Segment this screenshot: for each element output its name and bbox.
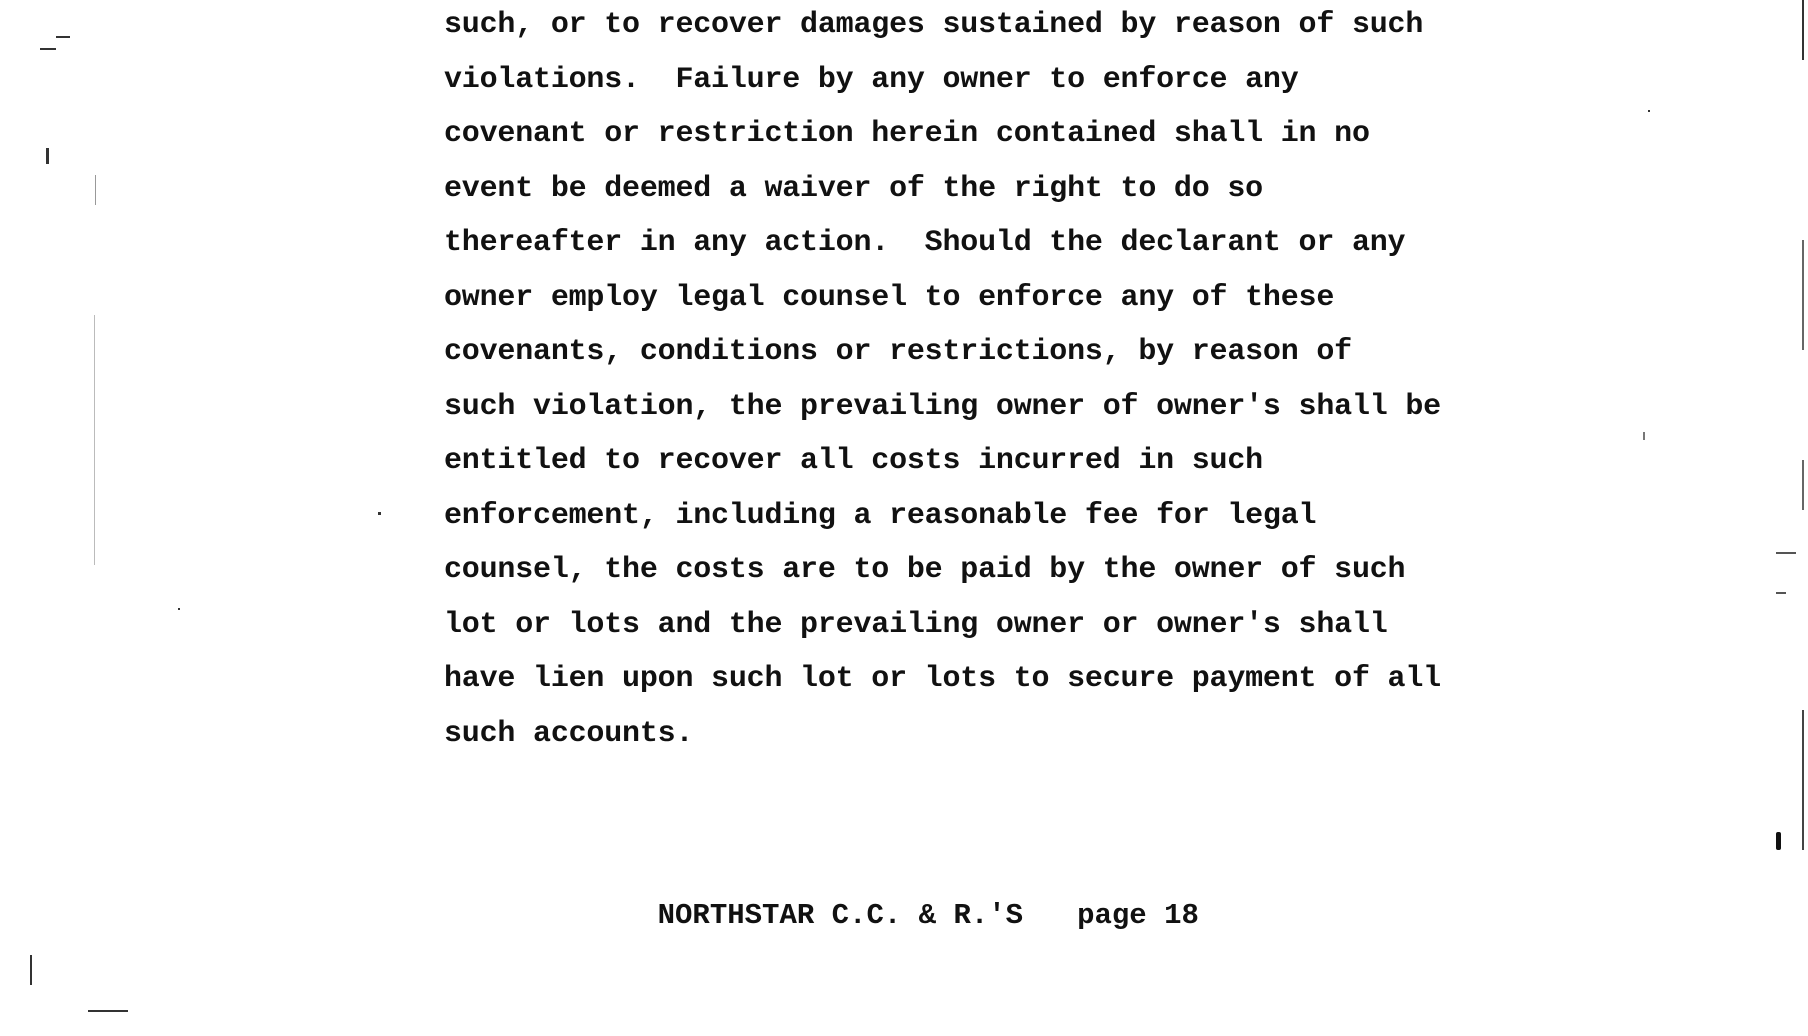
- text-line: entitled to recover all costs incurred in such: [444, 444, 1263, 478]
- scan-mark: [378, 512, 381, 515]
- text-line: have lien upon such lot or lots to secure payment of all: [444, 662, 1441, 696]
- text-line: violations. Failure by any owner to enforce any: [444, 62, 1299, 97]
- text-line: event be deemed a waiver of the right to do so: [444, 171, 1263, 206]
- scan-mark: [30, 955, 32, 985]
- text-line: lot or lots and the prevailing owner or owner's shall: [444, 607, 1388, 642]
- scan-mark: [1776, 592, 1786, 594]
- scan-mark: [1643, 432, 1645, 440]
- scan-mark: [1802, 710, 1804, 850]
- text-line: owner employ legal counsel to enforce any of these: [444, 280, 1335, 315]
- scan-mark: [178, 608, 180, 610]
- text-line: enforcement, including a reasonable fee for legal: [444, 498, 1317, 533]
- footer-title: NORTHSTAR C.C. & R.'S: [657, 899, 1024, 932]
- text-line: covenant or restriction herein contained shall in no: [444, 117, 1370, 151]
- text-line: such, or to recover damages sustained by reason of such: [444, 8, 1424, 42]
- scan-mark: [88, 1010, 128, 1012]
- document-body: [444, 0, 1544, 761]
- page-footer: [588, 866, 1199, 965]
- scan-mark: [1802, 0, 1804, 60]
- text-line: counsel, the costs are to be paid by the owner of such: [444, 553, 1406, 587]
- page-number: page 18: [1077, 899, 1199, 932]
- scan-mark: [46, 148, 49, 164]
- text-line: such accounts.: [444, 716, 694, 751]
- scan-mark: [1776, 832, 1781, 850]
- scan-mark: [1648, 110, 1650, 112]
- scan-mark: [40, 48, 56, 50]
- text-line: thereafter in any action. Should the declarant or any: [444, 226, 1406, 260]
- scan-mark: [94, 315, 95, 565]
- text-line: such violation, the prevailing owner of owner's shall be: [444, 389, 1441, 424]
- scan-mark: [1776, 552, 1796, 554]
- scan-mark: [1802, 240, 1804, 350]
- text-line: covenants, conditions or restrictions, by reason of: [444, 335, 1352, 369]
- scan-mark: [56, 36, 70, 38]
- scan-mark: [1802, 460, 1804, 510]
- scan-mark: [95, 175, 96, 205]
